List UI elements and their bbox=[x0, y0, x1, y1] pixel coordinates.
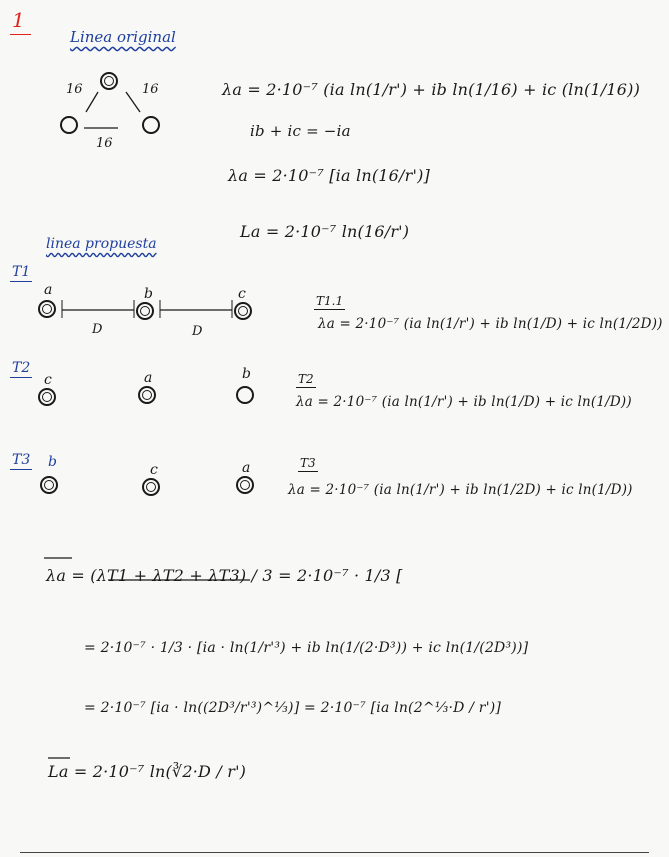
t1-conductor-a bbox=[38, 300, 56, 318]
eq-step-1: = 2·10⁻⁷ · 1/3 · [ia · ln(1/r'³) + ib ln(1/(2·D³)) + ic ln(1/(2D³))] bbox=[84, 640, 529, 656]
t3-conductor-c bbox=[142, 478, 160, 496]
eq-result: La = 2·10⁻⁷ ln(∛2·D / r') bbox=[48, 762, 247, 781]
t3-conductor-a bbox=[236, 476, 254, 494]
t2-conductor-label-b: b bbox=[242, 366, 251, 382]
conductor-top bbox=[100, 72, 118, 90]
case-label-t3: T3 bbox=[12, 452, 31, 468]
heading-original-line: Linea original bbox=[70, 28, 176, 46]
t1-spacing-1: D bbox=[92, 322, 103, 337]
t1-conductor-label-a: a bbox=[44, 282, 53, 298]
dim-left: 16 bbox=[66, 82, 83, 97]
eq-original-1: λa = 2·10⁻⁷ (ia ln(1/r') + ib ln(1/16) + ic (ln(1/16)) bbox=[222, 80, 641, 99]
t1-conductor-label-b: b bbox=[144, 286, 153, 302]
t2-conductor-c bbox=[38, 388, 56, 406]
eq-original-3: λa = 2·10⁻⁷ [ia ln(16/r')] bbox=[228, 166, 430, 185]
dim-right: 16 bbox=[142, 82, 159, 97]
t1-conductor-c bbox=[234, 302, 252, 320]
t2-conductor-a bbox=[138, 386, 156, 404]
t2-conductor-label-c: c bbox=[44, 372, 52, 388]
t2-conductor-b bbox=[236, 386, 254, 404]
t1-conductor-b bbox=[136, 302, 154, 320]
heading-proposed-line: linea propuesta bbox=[46, 236, 157, 252]
eq-average: λa = (λT1 + λT2 + λT3) / 3 = 2·10⁻⁷ · 1/3 [ bbox=[46, 566, 403, 585]
t2-equation: λa = 2·10⁻⁷ (ia ln(1/r') + ib ln(1/D) + ic ln(1/D)) bbox=[296, 394, 632, 410]
t1-equation: λa = 2·10⁻⁷ (ia ln(1/r') + ib ln(1/D) + ic ln(1/2D)) bbox=[318, 316, 663, 332]
t1-spacing-2: D bbox=[192, 324, 203, 339]
t3-eq-label: T3 bbox=[300, 456, 316, 470]
dim-bottom: 16 bbox=[96, 136, 113, 151]
t3-conductor-label-a: a bbox=[242, 460, 251, 476]
eq-original-2: ib + ic = −ia bbox=[250, 122, 351, 140]
conductor-right bbox=[142, 116, 160, 134]
t3-equation: λa = 2·10⁻⁷ (ia ln(1/r') + ib ln(1/2D) + ic ln(1/D)) bbox=[288, 482, 633, 498]
eq-step-2: = 2·10⁻⁷ [ia · ln((2D³/r'³)^⅓)] = 2·10⁻⁷ [ia ln(2^⅓·D / r')] bbox=[84, 700, 502, 716]
t1-eq-label: T1.1 bbox=[316, 294, 344, 308]
t3-conductor-b bbox=[40, 476, 58, 494]
conductor-left bbox=[60, 116, 78, 134]
case-label-t1: T1 bbox=[12, 264, 31, 280]
t2-conductor-label-a: a bbox=[144, 370, 153, 386]
case-label-t2: T2 bbox=[12, 360, 31, 376]
page-number: 1 bbox=[12, 8, 25, 32]
t3-conductor-label-b: b bbox=[48, 454, 57, 470]
t2-eq-label: T2 bbox=[298, 372, 314, 386]
page-bottom-rule bbox=[20, 852, 649, 853]
t1-conductor-label-c: c bbox=[238, 286, 246, 302]
eq-original-4: La = 2·10⁻⁷ ln(16/r') bbox=[240, 222, 410, 241]
t3-conductor-label-c: c bbox=[150, 462, 158, 478]
